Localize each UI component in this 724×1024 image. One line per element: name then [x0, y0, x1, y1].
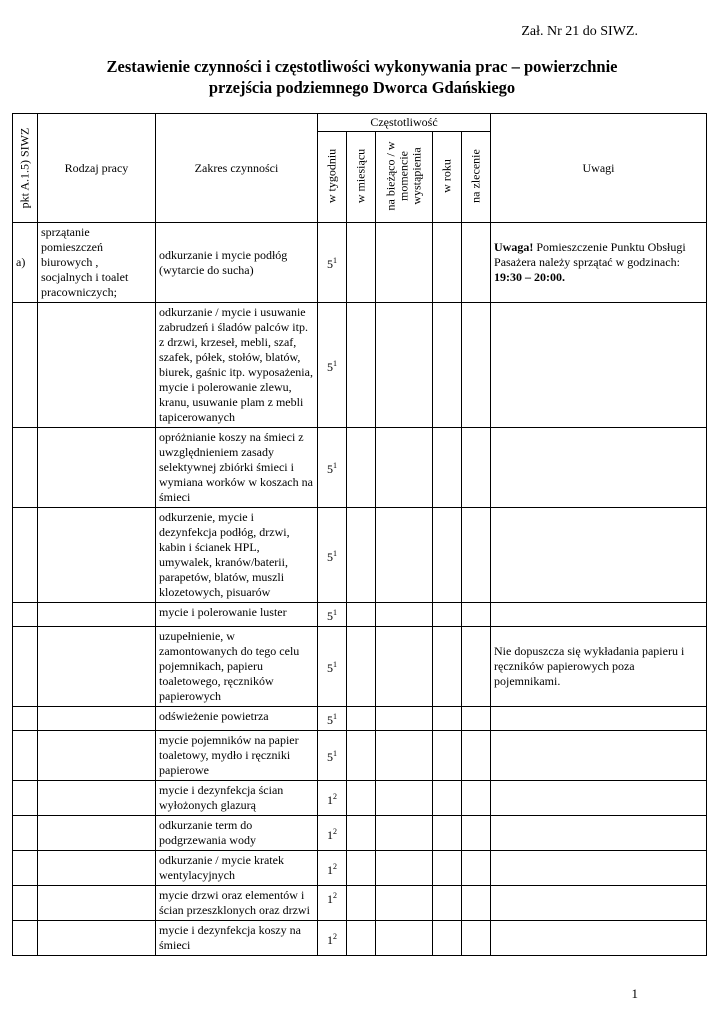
table-row: [13, 851, 707, 886]
cell-pkt: [13, 707, 38, 731]
schedule-table: [12, 113, 707, 956]
cell-pkt: [13, 731, 38, 781]
cell-freq-na-biezaco: [376, 603, 433, 627]
cell-freq-na-zlecenie: [462, 428, 491, 508]
header-rodzaj-pracy: Rodzaj pracy: [38, 114, 156, 223]
cell-uwagi: [491, 921, 707, 956]
cell-uwagi: Nie dopuszcza się wykładania papieru i ręczników papierowych poza pojemnikami.: [491, 627, 707, 707]
cell-freq-w-roku: [433, 627, 462, 707]
cell-freq-w-roku: [433, 303, 462, 428]
cell-pkt: [13, 508, 38, 603]
cell-freq-w-roku: [433, 428, 462, 508]
cell-pkt: [13, 921, 38, 956]
cell-rodzaj: [38, 428, 156, 508]
cell-zakres: mycie pojemników na papier toaletowy, mydło i ręczniki papierowe: [156, 731, 318, 781]
cell-rodzaj: [38, 886, 156, 921]
header-freq-na-zlecenie: na zlecenie: [462, 132, 491, 223]
cell-zakres: uzupełnienie, w zamontowanych do tego celu pojemnikach, papieru toaletowego, ręczników papierowych: [156, 627, 318, 707]
cell-zakres: opróżnianie koszy na śmieci z uwzględnieniem zasady selektywnej zbiórki śmieci i wymiana worków w koszach na śmieci: [156, 428, 318, 508]
cell-rodzaj: [38, 731, 156, 781]
table-row: [13, 886, 707, 921]
cell-freq-na-biezaco: [376, 627, 433, 707]
cell-rodzaj: [38, 303, 156, 428]
cell-freq-w-tygodniu: $5^1$: [318, 303, 347, 428]
cell-rodzaj: [38, 921, 156, 956]
cell-pkt: [13, 781, 38, 816]
cell-zakres: mycie i dezynfekcja koszy na śmieci: [156, 921, 318, 956]
cell-uwagi: [491, 303, 707, 428]
cell-freq-w-roku: [433, 781, 462, 816]
cell-zakres: odkurzanie / mycie kratek wentylacyjnych: [156, 851, 318, 886]
cell-freq-na-biezaco: [376, 508, 433, 603]
cell-uwagi: [491, 781, 707, 816]
cell-freq-w-miesiacu: [347, 428, 376, 508]
cell-freq-na-zlecenie: [462, 603, 491, 627]
cell-freq-na-zlecenie: [462, 921, 491, 956]
cell-zakres: mycie i polerowanie luster: [156, 603, 318, 627]
cell-freq-w-tygodniu: $1^2$: [318, 921, 347, 956]
cell-freq-w-tygodniu: $5^1$: [318, 428, 347, 508]
cell-freq-na-zlecenie: [462, 816, 491, 851]
cell-freq-w-tygodniu: $1^2$: [318, 851, 347, 886]
cell-freq-w-miesiacu: [347, 223, 376, 303]
table-row: [13, 781, 707, 816]
cell-uwagi: [491, 707, 707, 731]
cell-pkt: [13, 816, 38, 851]
cell-freq-w-miesiacu: [347, 303, 376, 428]
cell-zakres: odkurzenie, mycie i dezynfekcja podłóg, drzwi, kabin i ścianek HPL, umywalek, kranów/baterii, parapetów, blatów, muszli klozetowych, pisuarów: [156, 508, 318, 603]
cell-freq-w-tygodniu: $1^2$: [318, 886, 347, 921]
cell-rodzaj: [38, 781, 156, 816]
cell-freq-na-biezaco: [376, 303, 433, 428]
header-freq-w-miesiacu: w miesiącu: [347, 132, 376, 223]
cell-freq-w-tygodniu: $5^1$: [318, 603, 347, 627]
header-zakres-czynnosci: Zakres czynności: [156, 114, 318, 223]
cell-rodzaj: [38, 851, 156, 886]
cell-uwagi: [491, 508, 707, 603]
cell-rodzaj: [38, 816, 156, 851]
cell-freq-w-roku: [433, 816, 462, 851]
cell-freq-w-roku: [433, 707, 462, 731]
cell-rodzaj: [38, 508, 156, 603]
cell-zakres: odkurzanie / mycie i usuwanie zabrudzeń i śladów palców itp. z drzwi, krzeseł, mebli, szaf, szafek, półek, stołów, blatów, biurek, gaśnic itp. wyposażenia, mycie i polerowanie zlewu, kranu, usuwanie plam z mebli tapicerowanych: [156, 303, 318, 428]
cell-freq-w-roku: [433, 223, 462, 303]
table-row: [13, 731, 707, 781]
cell-freq-w-roku: [433, 921, 462, 956]
cell-freq-na-zlecenie: [462, 508, 491, 603]
cell-freq-na-biezaco: [376, 223, 433, 303]
cell-freq-w-tygodniu: $1^2$: [318, 816, 347, 851]
cell-freq-w-roku: [433, 731, 462, 781]
table-row: [13, 303, 707, 428]
cell-freq-na-zlecenie: [462, 303, 491, 428]
table-row: [13, 816, 707, 851]
cell-rodzaj: [38, 603, 156, 627]
cell-freq-w-miesiacu: [347, 508, 376, 603]
cell-freq-na-biezaco: [376, 816, 433, 851]
cell-uwagi: [491, 428, 707, 508]
cell-freq-w-tygodniu: $5^1$: [318, 508, 347, 603]
cell-uwagi: Uwaga! Pomieszczenie Punktu Obsługi Pasażera należy sprzątać w godzinach: 19:30 – 20:00.: [491, 223, 707, 303]
cell-freq-na-zlecenie: [462, 627, 491, 707]
cell-freq-w-tygodniu: $5^1$: [318, 627, 347, 707]
cell-freq-w-miesiacu: [347, 816, 376, 851]
cell-freq-na-zlecenie: [462, 707, 491, 731]
table-row: [13, 223, 707, 303]
cell-freq-na-zlecenie: [462, 731, 491, 781]
cell-rodzaj: [38, 707, 156, 731]
cell-pkt: a): [13, 223, 38, 303]
cell-freq-w-tygodniu: $1^2$: [318, 781, 347, 816]
cell-freq-w-roku: [433, 508, 462, 603]
table-row: [13, 921, 707, 956]
cell-freq-na-zlecenie: [462, 223, 491, 303]
cell-zakres: odkurzanie term do podgrzewania wody: [156, 816, 318, 851]
cell-pkt: [13, 851, 38, 886]
cell-freq-na-biezaco: [376, 886, 433, 921]
header-pkt: pkt A.1.5) SIWZ: [13, 114, 38, 223]
table-header-row-1: [13, 114, 707, 132]
cell-pkt: [13, 303, 38, 428]
cell-freq-w-roku: [433, 603, 462, 627]
cell-freq-w-miesiacu: [347, 886, 376, 921]
cell-freq-w-miesiacu: [347, 627, 376, 707]
cell-uwagi: [491, 816, 707, 851]
cell-rodzaj: sprzątanie pomieszczeń biurowych , socjalnych i toalet pracowniczych;: [38, 223, 156, 303]
cell-freq-w-tygodniu: $5^1$: [318, 223, 347, 303]
cell-freq-w-roku: [433, 851, 462, 886]
cell-freq-w-tygodniu: $5^1$: [318, 707, 347, 731]
cell-pkt: [13, 428, 38, 508]
cell-freq-w-tygodniu: $5^1$: [318, 731, 347, 781]
cell-freq-na-zlecenie: [462, 851, 491, 886]
header-freq-na-biezaco: na bieżąco / w momencie wystąpienia: [376, 132, 433, 223]
cell-freq-w-miesiacu: [347, 731, 376, 781]
cell-freq-w-miesiacu: [347, 851, 376, 886]
cell-pkt: [13, 603, 38, 627]
title-line-1: Zestawienie czynności i częstotliwości wykonywania prac – powierzchnie: [106, 57, 618, 76]
cell-pkt: [13, 627, 38, 707]
table-row: [13, 508, 707, 603]
cell-zakres: odświeżenie powietrza: [156, 707, 318, 731]
header-freq-w-roku: w roku: [433, 132, 462, 223]
table-row: [13, 707, 707, 731]
cell-freq-w-miesiacu: [347, 707, 376, 731]
cell-zakres: odkurzanie i mycie podłóg (wytarcie do sucha): [156, 223, 318, 303]
table-row: [13, 428, 707, 508]
cell-zakres: mycie drzwi oraz elementów i ścian przeszklonych oraz drzwi: [156, 886, 318, 921]
cell-freq-na-biezaco: [376, 851, 433, 886]
cell-uwagi: [491, 731, 707, 781]
title-line-2: przejścia podziemnego Dworca Gdańskiego: [208, 78, 516, 97]
header-czestotliwosc: Częstotliwość: [318, 114, 491, 132]
cell-uwagi: [491, 603, 707, 627]
cell-freq-na-biezaco: [376, 707, 433, 731]
cell-freq-w-miesiacu: [347, 781, 376, 816]
cell-freq-w-miesiacu: [347, 921, 376, 956]
cell-freq-na-biezaco: [376, 428, 433, 508]
cell-freq-na-zlecenie: [462, 886, 491, 921]
table-row: [13, 603, 707, 627]
document-title: [40, 56, 684, 98]
cell-freq-na-zlecenie: [462, 781, 491, 816]
cell-freq-na-biezaco: [376, 921, 433, 956]
cell-zakres: mycie i dezynfekcja ścian wyłożonych glazurą: [156, 781, 318, 816]
header-freq-w-tygodniu: w tygodniu: [318, 132, 347, 223]
page-number: 1: [631, 986, 638, 1001]
annex-label: Zał. Nr 21 do SIWZ.: [521, 24, 638, 39]
cell-freq-na-biezaco: [376, 781, 433, 816]
cell-freq-w-miesiacu: [347, 603, 376, 627]
cell-freq-na-biezaco: [376, 731, 433, 781]
header-uwagi: Uwagi: [491, 114, 707, 223]
cell-uwagi: [491, 851, 707, 886]
cell-freq-w-roku: [433, 886, 462, 921]
cell-rodzaj: [38, 627, 156, 707]
cell-uwagi: [491, 886, 707, 921]
table-row: [13, 627, 707, 707]
cell-pkt: [13, 886, 38, 921]
